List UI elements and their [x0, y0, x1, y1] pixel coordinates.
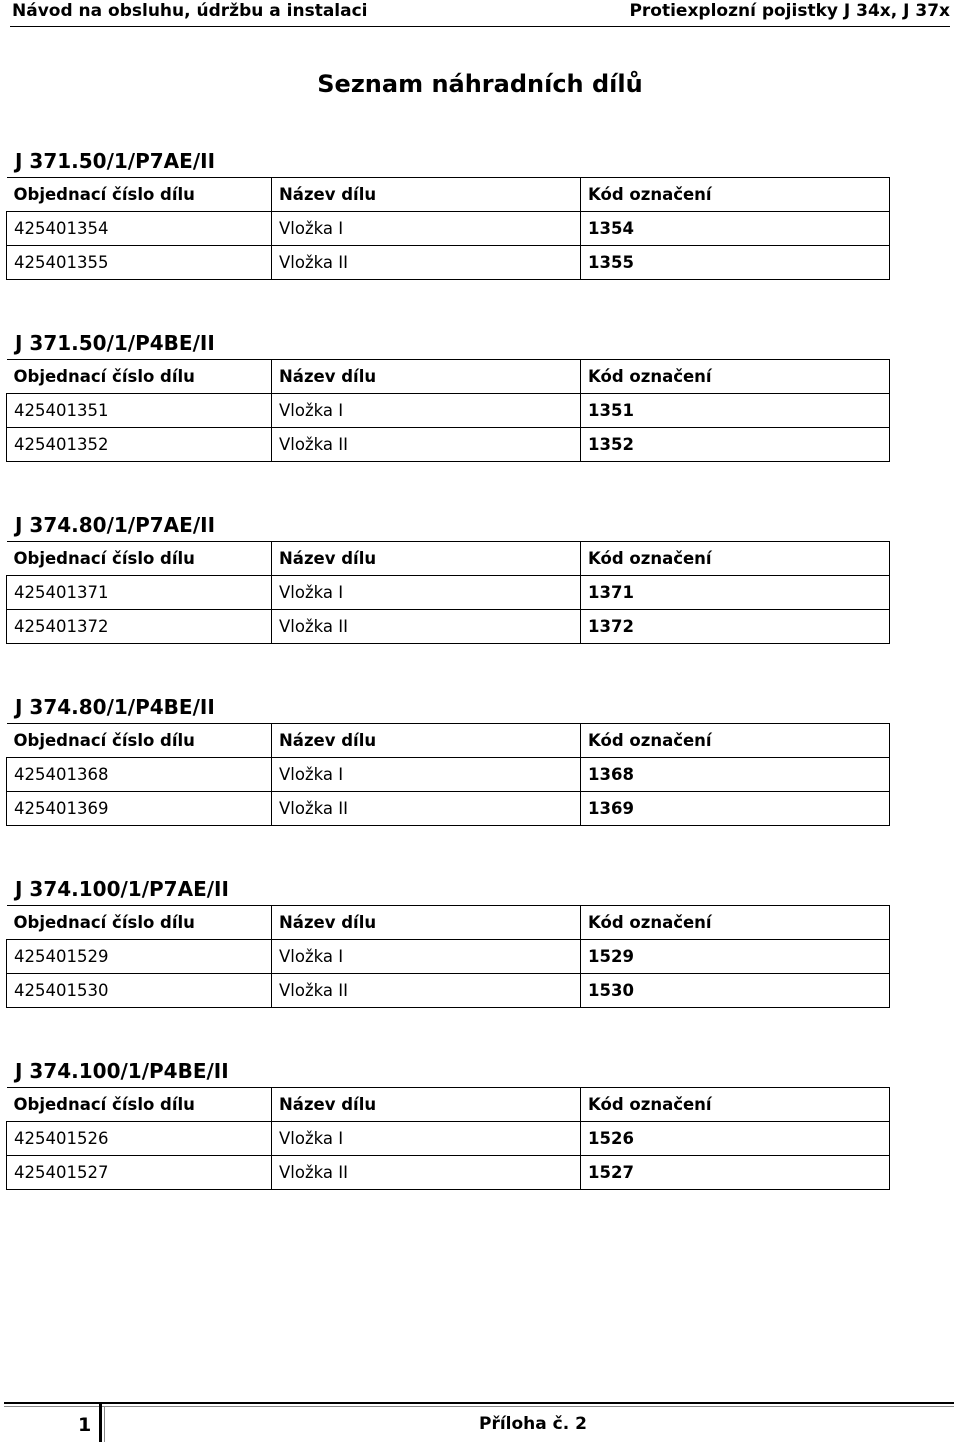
part-code-cell: 1351 [581, 394, 890, 428]
table-header-row [7, 542, 890, 576]
parts-section [6, 692, 889, 826]
table-row [7, 1122, 890, 1156]
column-header: Název dílu [272, 542, 581, 576]
order-number-cell: 425401371 [7, 576, 272, 610]
column-header: Kód označení [581, 178, 890, 212]
parts-table [6, 723, 890, 826]
parts-table [6, 905, 890, 1008]
part-name-cell: Vložka I [272, 212, 581, 246]
column-header: Název dílu [272, 178, 581, 212]
column-header: Objednací číslo dílu [7, 724, 272, 758]
column-header: Název dílu [272, 360, 581, 394]
table-row [7, 428, 890, 462]
part-name-cell: Vložka I [272, 758, 581, 792]
part-name-cell: Vložka II [272, 974, 581, 1008]
table-header-row [7, 360, 890, 394]
page-title: Seznam náhradních dílů [317, 70, 643, 98]
part-name-cell: Vložka II [272, 428, 581, 462]
footer-divider-shadow [4, 1406, 954, 1407]
parts-table [6, 359, 890, 462]
column-header: Objednací číslo dílu [7, 1088, 272, 1122]
column-header: Objednací číslo dílu [7, 906, 272, 940]
column-header: Objednací číslo dílu [7, 360, 272, 394]
table-row [7, 792, 890, 826]
part-name-cell: Vložka I [272, 394, 581, 428]
order-number-cell: 425401369 [7, 792, 272, 826]
table-row [7, 758, 890, 792]
part-code-cell: 1369 [581, 792, 890, 826]
parts-table [6, 1087, 890, 1190]
table-row [7, 212, 890, 246]
header-product-title: Protiexplozní pojistky J 34x, J 37x [629, 1, 950, 21]
table-row [7, 576, 890, 610]
column-header: Kód označení [581, 724, 890, 758]
table-row [7, 246, 890, 280]
page-number: 1 [78, 1414, 92, 1436]
order-number-cell: 425401527 [7, 1156, 272, 1190]
column-header: Kód označení [581, 360, 890, 394]
part-name-cell: Vložka I [272, 940, 581, 974]
section-title: J 374.80/1/P7AE/II [15, 513, 216, 537]
section-title: J 374.80/1/P4BE/II [15, 695, 215, 719]
column-header: Název dílu [272, 1088, 581, 1122]
section-title: J 371.50/1/P7AE/II [15, 149, 216, 173]
column-header: Objednací číslo dílu [7, 178, 272, 212]
page-header [10, 0, 950, 27]
section-title: J 371.50/1/P4BE/II [15, 331, 215, 355]
table-header-row [7, 178, 890, 212]
order-number-cell: 425401368 [7, 758, 272, 792]
part-name-cell: Vložka I [272, 1122, 581, 1156]
table-header-row [7, 906, 890, 940]
part-name-cell: Vložka I [272, 576, 581, 610]
parts-section [6, 146, 889, 280]
parts-section [6, 1056, 889, 1190]
parts-section [6, 328, 889, 462]
parts-table [6, 541, 890, 644]
order-number-cell: 425401352 [7, 428, 272, 462]
part-code-cell: 1527 [581, 1156, 890, 1190]
table-row [7, 974, 890, 1008]
column-header: Kód označení [581, 906, 890, 940]
part-name-cell: Vložka II [272, 610, 581, 644]
footer-divider [4, 1402, 954, 1404]
table-row [7, 1156, 890, 1190]
section-title: J 374.100/1/P7AE/II [15, 877, 229, 901]
table-row [7, 610, 890, 644]
column-header: Objednací číslo dílu [7, 542, 272, 576]
table-header-row [7, 1088, 890, 1122]
parts-section [6, 510, 889, 644]
part-code-cell: 1354 [581, 212, 890, 246]
column-header: Název dílu [272, 906, 581, 940]
parts-section [6, 874, 889, 1008]
footer-separator [99, 1404, 102, 1442]
order-number-cell: 425401526 [7, 1122, 272, 1156]
part-code-cell: 1526 [581, 1122, 890, 1156]
footer-separator-shadow [104, 1406, 105, 1442]
part-code-cell: 1371 [581, 576, 890, 610]
order-number-cell: 425401372 [7, 610, 272, 644]
header-document-title: Návod na obsluhu, údržbu a instalaci [12, 1, 368, 21]
part-code-cell: 1355 [581, 246, 890, 280]
attachment-label: Příloha č. 2 [479, 1414, 587, 1434]
table-header-row [7, 724, 890, 758]
column-header: Kód označení [581, 542, 890, 576]
part-code-cell: 1368 [581, 758, 890, 792]
part-code-cell: 1529 [581, 940, 890, 974]
section-title: J 374.100/1/P4BE/II [15, 1059, 229, 1083]
order-number-cell: 425401355 [7, 246, 272, 280]
part-name-cell: Vložka II [272, 246, 581, 280]
part-code-cell: 1352 [581, 428, 890, 462]
order-number-cell: 425401529 [7, 940, 272, 974]
column-header: Název dílu [272, 724, 581, 758]
parts-table [6, 177, 890, 280]
table-row [7, 394, 890, 428]
order-number-cell: 425401530 [7, 974, 272, 1008]
part-code-cell: 1530 [581, 974, 890, 1008]
order-number-cell: 425401351 [7, 394, 272, 428]
order-number-cell: 425401354 [7, 212, 272, 246]
part-code-cell: 1372 [581, 610, 890, 644]
part-name-cell: Vložka II [272, 1156, 581, 1190]
column-header: Kód označení [581, 1088, 890, 1122]
part-name-cell: Vložka II [272, 792, 581, 826]
table-row [7, 940, 890, 974]
